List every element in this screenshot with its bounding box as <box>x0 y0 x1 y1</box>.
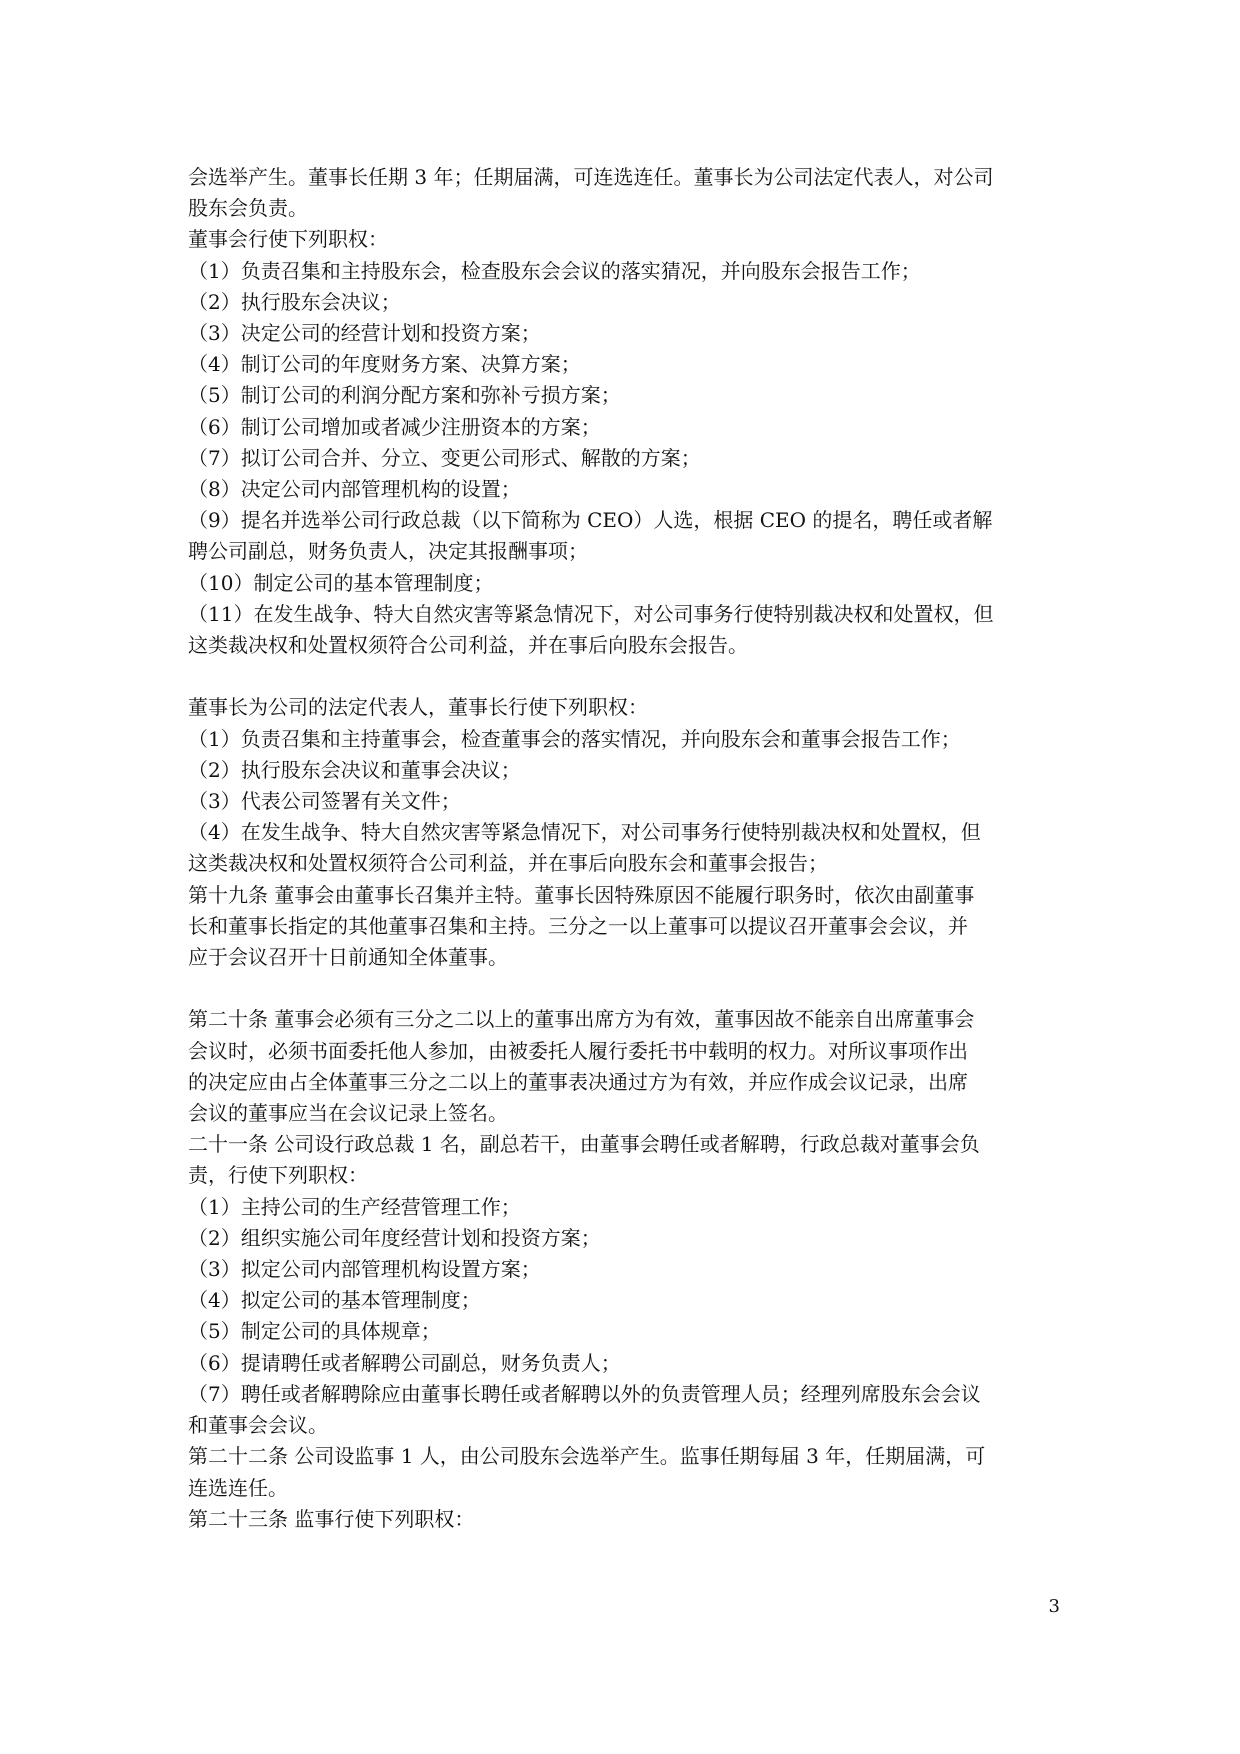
text-line: （10）制定公司的基本管理制度； <box>188 570 494 595</box>
text-line: （2）执行股东会决议和董事会决议； <box>188 757 521 782</box>
text-line: 第二十三条 监事行使下列职权： <box>188 1506 475 1531</box>
text-line: 第二十二条 公司设监事 1 人，由公司股东会选举产生。监事任期每届 3 年，任期届满，可 <box>188 1444 986 1469</box>
text-line: （3）拟定公司内部管理机构设置方案； <box>188 1257 541 1282</box>
text-line: 董事长为公司的法定代表人，董事长行使下列职权： <box>188 695 648 720</box>
text-line: （8）决定公司内部管理机构的设置； <box>188 477 521 502</box>
text-line: （2）组织实施公司年度经营计划和投资方案； <box>188 1225 601 1250</box>
text-line: （1）负责召集和主持股东会，检查股东会会议的落实猜况，并向股东会报告工作； <box>188 258 921 283</box>
text-line: （7）聘任或者解聘除应由董事长聘任或者解聘以外的负责管理人员；经理列席股东会会议 <box>188 1381 981 1406</box>
blank-line <box>188 661 1054 692</box>
text-line: 这类裁决权和处置权须符合公司利益，并在事后向股东会和董事会报告； <box>188 851 828 876</box>
text-line: 会选举产生。董事长任期 3 年；任期届满，可连选连任。董事长为公司法定代表人，对公司 <box>188 165 994 189</box>
text-line: 聘公司副总，财务负责人，决定其报酬事项； <box>188 539 588 564</box>
text-line: 第十九条 董事会由董事长召集并主特。董事长因特殊原因不能履行职务时，依次由副董事 <box>188 882 975 907</box>
text-line: （6）提请聘任或者解聘公司副总，财务负责人； <box>188 1350 621 1375</box>
text-line: 长和董事长指定的其他董事召集和主持。三分之一以上董事可以提议召开董事会会议，并 <box>188 913 968 938</box>
text-line: （4）拟定公司的基本管理制度； <box>188 1288 481 1313</box>
page-number: 3 <box>1048 1596 1060 1617</box>
text-line: 的决定应由占全体董事三分之二以上的董事表决通过方为有效，并应作成会议记录，出席 <box>188 1069 968 1094</box>
text-line: 二十一条 公司设行政总裁 1 名，副总若干，由董事会聘任或者解聘，行政总裁对董事会负 <box>188 1132 980 1157</box>
text-line: 应于会议召开十日前通知全体董事。 <box>188 945 508 970</box>
text-line: 连选连任。 <box>188 1475 288 1500</box>
text-line: （1）负责召集和主持董事会，检查董事会的落实情况，并向股东会和董事会报告工作； <box>188 726 961 751</box>
text-line: （7）拟订公司合并、分立、变更公司形式、解散的方案； <box>188 445 701 470</box>
text-line: （4）制订公司的年度财务方案、决算方案； <box>188 352 581 377</box>
text-line: 和董事会会议。 <box>188 1413 328 1438</box>
text-line: （1）主持公司的生产经营管理工作； <box>188 1194 521 1219</box>
text-line: （3）代表公司签署有关文件； <box>188 789 461 814</box>
text-line: 董事会行使下列职权： <box>188 227 388 252</box>
text-line: 责，行使下列职权： <box>188 1163 368 1188</box>
text-line: （5）制定公司的具体规章； <box>188 1319 441 1344</box>
text-line: （6）制订公司增加或者减少注册资本的方案； <box>188 414 601 439</box>
text-line: 会议时，必须书面委托他人参加，由被委托人履行委托书中载明的权力。对所议事项作出 <box>188 1038 968 1063</box>
text-line: （5）制订公司的利润分配方案和弥补亏损方案； <box>188 383 621 408</box>
text-line: （3）决定公司的经营计划和投资方案； <box>188 321 541 346</box>
text-line: （9）提名并选举公司行政总裁（以下简称为 CEO）人选，根据 CEO 的提名，聘任或者解 <box>188 508 993 533</box>
text-line: 股东会负责。 <box>188 196 308 221</box>
text-line: 这类裁决权和处置权须符合公司利益，并在事后向股东会报告。 <box>188 633 748 658</box>
document-body <box>188 162 1054 1535</box>
text-line: 第二十条 董事会必须有三分之二以上的董事出席方为有效，董事因故不能亲自出席董事会 <box>188 1007 975 1032</box>
text-line: （11）在发生战争、特大自然灾害等紧急情况下，对公司事务行使特别裁决权和处置权，但 <box>188 601 994 626</box>
text-line: （2）执行股东会决议； <box>188 289 401 314</box>
text-line: （4）在发生战争、特大自然灾害等紧急情况下，对公司事务行使特别裁决权和处置权，但 <box>188 820 981 845</box>
blank-line <box>188 973 1054 1004</box>
text-line: 会议的董事应当在会议记录上签名。 <box>188 1101 508 1126</box>
